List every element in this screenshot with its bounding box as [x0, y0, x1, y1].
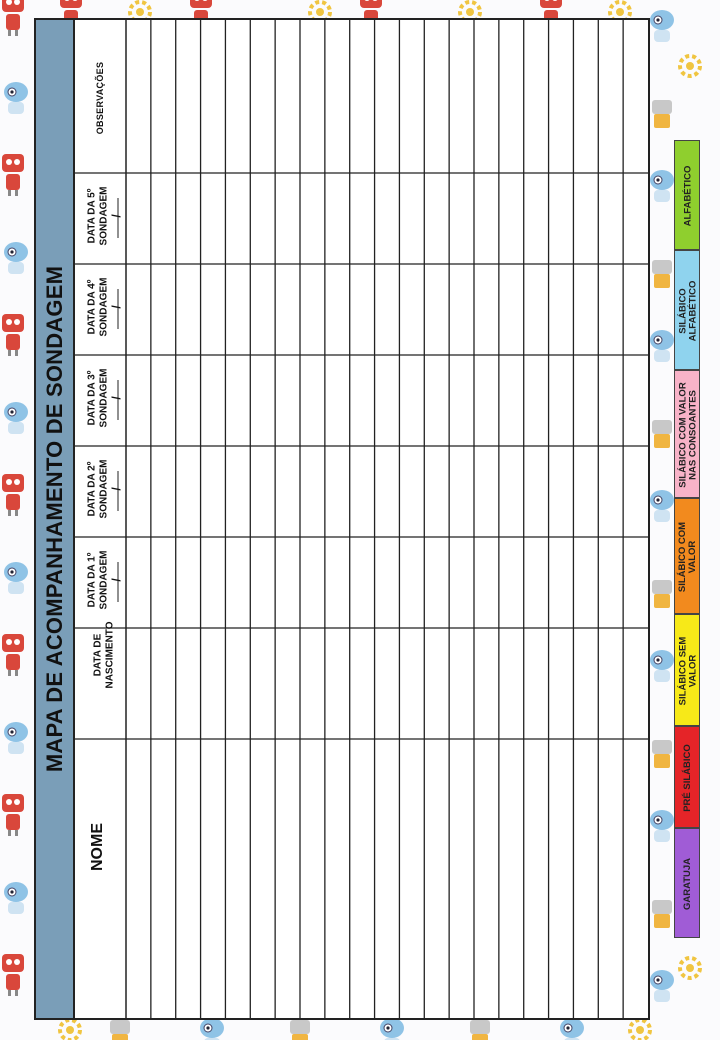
column-header-observacoes: OBSERVAÇÕES	[95, 61, 106, 135]
page-title: MAPA DE ACOMPANHAMENTO DE SONDAGEM	[42, 265, 68, 773]
robot-blue-icon	[4, 242, 28, 274]
robot-grey-icon	[290, 1020, 310, 1040]
robot-blue-icon	[650, 490, 674, 522]
robot-blue-icon	[560, 1018, 584, 1040]
gear-icon	[680, 958, 700, 978]
column-header-data-nascimento: DATA DE NASCIMENTO	[92, 621, 116, 689]
table-grid	[36, 20, 648, 1018]
writing-level-legend	[674, 140, 700, 938]
robot-blue-icon	[4, 562, 28, 594]
robot-red-icon	[2, 634, 24, 676]
date-slash: /	[108, 487, 123, 491]
robot-grey-icon	[110, 1020, 130, 1040]
legend-alfabetico	[674, 140, 700, 250]
robot-blue-icon	[650, 10, 674, 42]
column-header-sondagem-3: DATA DA 3º SONDAGEM /	[85, 368, 123, 428]
robot-grey-icon	[652, 100, 672, 128]
robot-grey-icon	[652, 580, 672, 608]
robot-blue-icon	[4, 82, 28, 114]
legend-label: ALFABÉTICO	[681, 165, 693, 227]
robot-red-icon	[2, 154, 24, 196]
robot-blue-icon	[200, 1018, 224, 1040]
legend-pre-silabico	[674, 726, 700, 828]
robot-blue-icon	[650, 970, 674, 1002]
robot-blue-icon	[4, 402, 28, 434]
column-header-sondagem-1: DATA DA 1º SONDAGEM /	[85, 550, 123, 610]
legend-silabico-sem-valor	[674, 614, 700, 726]
robot-blue-icon	[650, 810, 674, 842]
date-slash: /	[108, 305, 123, 309]
robot-grey-icon	[652, 420, 672, 448]
robot-red-icon	[2, 314, 24, 356]
column-header-sondagem-2: DATA DA 2º SONDAGEM /	[85, 459, 123, 519]
robot-grey-icon	[652, 900, 672, 928]
legend-label: SILÁBICO SEM VALOR	[676, 636, 698, 706]
date-slash: /	[108, 578, 123, 582]
robot-blue-icon	[650, 170, 674, 202]
robot-grey-icon	[652, 260, 672, 288]
legend-garatuja	[674, 828, 700, 938]
robot-blue-icon	[380, 1018, 404, 1040]
column-header-nome: NOME	[89, 823, 106, 871]
column-header-sondagem-5: DATA DA 5º SONDAGEM /	[85, 186, 123, 246]
robot-grey-icon	[652, 740, 672, 768]
robot-grey-icon	[470, 1020, 490, 1040]
tracking-sheet	[34, 18, 650, 1020]
robot-blue-icon	[650, 330, 674, 362]
legend-label: PRÉ SILÁBICO	[681, 744, 693, 812]
date-slash: /	[108, 214, 123, 218]
legend-silabico-com-valor-nas-consoantes	[674, 370, 700, 498]
robot-red-icon	[2, 794, 24, 836]
date-slash: /	[108, 396, 123, 400]
legend-label: SILÁBICO COM VALOR NAS CONSOANTES	[677, 382, 699, 488]
legend-silabico-com-valor	[674, 498, 700, 614]
legend-silabico-alfabetico	[674, 250, 700, 370]
column-header-sondagem-4: DATA DA 4º SONDAGEM /	[85, 277, 123, 337]
robot-blue-icon	[4, 882, 28, 914]
legend-label: GARATUJA	[682, 857, 694, 911]
gear-icon	[630, 1020, 650, 1040]
gear-icon	[60, 1020, 80, 1040]
robot-blue-icon	[4, 722, 28, 754]
gear-icon	[680, 56, 700, 76]
legend-label: SILÁBICO ALFABÉTICO	[676, 280, 698, 342]
robot-red-icon	[2, 0, 24, 36]
robot-blue-icon	[650, 650, 674, 682]
robot-red-icon	[2, 954, 24, 996]
legend-label: SILÁBICO COM VALOR	[677, 521, 699, 593]
robot-red-icon	[2, 474, 24, 516]
